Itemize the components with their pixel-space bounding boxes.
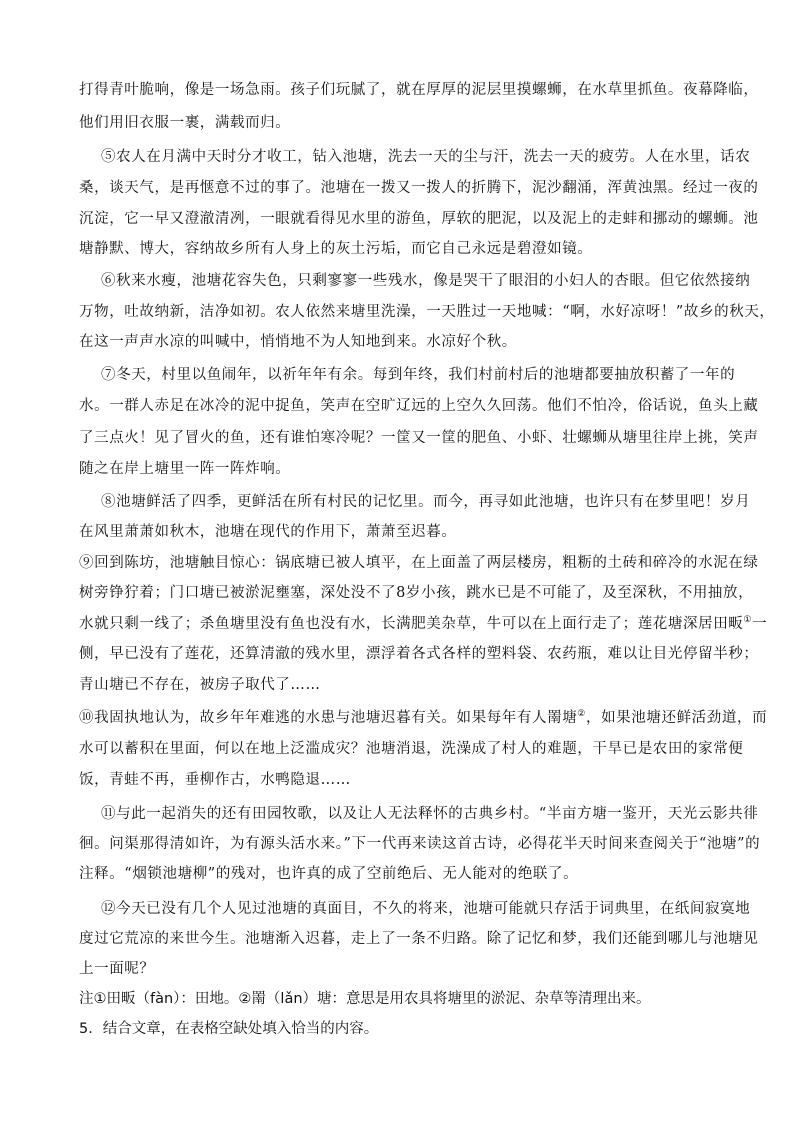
paragraph-10-line-3: 饭，青蛙不再，垂柳作古，水鸭隐退……: [79, 772, 351, 788]
paragraph-6-line-3: 在这一声声水凉的叫喊中，悄悄地不为人知地到来。水凉好个秋。: [79, 334, 517, 350]
paragraph-9-line-2: 树旁铮狞着；门口塘已被淤泥壅塞，深处没不了8岁小孩，跳水已是不可能了，及至深秋，不用抽放，: [79, 585, 754, 601]
paragraph-11-line-1: ⑪与此一起消失的还有田园牧歌，以及让人无法释怀的古典乡村。“半亩方塘一鉴开，天光云影共徘: [101, 806, 759, 822]
paragraph-7-line-3: 了三点火！见了冒火的鱼，还有谁怕寒冷呢？一筐又一筐的肥鱼、小虾、壮螺蛳从塘里往岸上挑，笑声: [79, 430, 759, 446]
paragraph-8-line-2: 在风里萧萧如秋木，池塘在现代的作用下，萧萧至迟暮。: [79, 524, 457, 540]
paragraph-7-line-2: 水。一群人赤足在冰冷的泥中捉鱼，笑声在空旷辽远的上空久久回荡。他们不怕冷，俗话说，鱼头上藏: [79, 398, 759, 414]
paragraph-12-line-1: ⑫今天已没有几个人见过池塘的真面目，不久的将来，池塘可能就只存活于词典里，在纸间寂寞地: [101, 901, 751, 917]
footnote-marker-1: ①: [743, 615, 753, 626]
paragraph-6-line-2: 万物，吐故纳新，洁净如初。农人依然来塘里洗澡，一天胜过一天地喊：“啊，水好凉呀！”故乡的秋天，: [79, 304, 775, 320]
paragraph-12-line-2: 度过它荒凉的来世今生。池塘渐入迟暮，走上了一条不归路。除了记忆和梦，我们还能到哪儿与池塘见: [79, 931, 759, 947]
paragraph-10-line-2: 水可以蓄积在里面，何以在地上泛滥成灾？池塘消退，洗澡成了村人的难题，干旱已是农田的家常便: [79, 741, 744, 757]
paragraph-9-line-1: ⑨回到陈坊，池塘触目惊心：锅底塘已被人填平，在上面盖了两层楼房，粗粝的土砖和碎冷的水泥在绿: [79, 555, 759, 571]
paragraph-9-line-5: 青山塘已不存在，被房子取代了……: [79, 677, 321, 693]
paragraph-5-line-2: 桑，谈天气，是再惬意不过的事了。池塘在一拨又一拨人的折腾下，泥沙翻涌，浑黄浊黑。经过一夜的: [79, 180, 759, 196]
paragraph-7-line-4: 随之在岸上塘里一阵一阵炸响。: [79, 461, 291, 477]
paragraph-10-line-1-tail: ，如果池塘还鲜活劲道，而: [585, 710, 768, 726]
paragraph-4-line-2: 他们用旧衣服一裹，满载而归。: [79, 115, 291, 131]
paragraph-11-line-2: 徊。问渠那得清如许，为有源头活水来。”下一代再来读这首古诗，必得花半天时间来查阅关于“池塘”的: [79, 836, 761, 852]
paragraph-5-line-1: ⑤农人在月满中天时分才收工，钻入池塘，洗去一天的尘与汗，洗去一天的疲劳。人在水里，话农: [101, 149, 751, 165]
paragraph-10-line-1-text: ⑩我固执地认为，故乡年年难逃的水患与池塘迟暮有关。如果每年有人罱塘: [79, 710, 578, 726]
paragraph-8-line-1: ⑧池塘鲜活了四季，更鲜活在所有村民的记忆里。而今，再寻如此池塘，也许只有在梦里吧！岁月: [101, 494, 751, 510]
question-5: 5．结合文章，在表格空缺处填入恰当的内容。: [79, 1021, 379, 1037]
paragraph-9-line-3: [79, 614, 768, 634]
paragraph-6-line-1: ⑥秋来水瘦，池塘花容失色，只剩寥寥一些残水，像是哭干了眼泪的小妇人的杏眼。但它依然接纳: [101, 273, 751, 289]
paragraph-10-line-1: [79, 708, 768, 728]
paragraph-9-line-3-tail: 一: [752, 616, 768, 632]
paragraph-9-line-4: 侧，早已没有了莲花，还算清澈的残水里，漂浮着各式各样的塑料袋、农药瓶，难以让目光停留半秒；: [79, 646, 759, 662]
paragraph-9-line-3-text: 水就只剩一线了；杀鱼塘里没有鱼也没有水，长满肥美杂草，牛可以在上面行走了；莲花塘深居田畈: [79, 616, 744, 632]
footnote-marker-2: ②: [577, 709, 586, 720]
paragraph-7-line-1: ⑦冬天，村里以鱼闹年，以祈年年有余。每到年终，我们村前村后的池塘都要抽放积蓄了一年的: [101, 367, 736, 383]
paragraph-5-line-4: 塘静默、博大，容纳故乡所有人身上的灰土污垢，而它自己永远是碧澄如镜。: [79, 241, 593, 257]
paragraph-4-line-1: 打得青叶脆响，像是一场急雨。孩子们玩腻了，就在厚厚的泥层里摸螺蛳，在水草里抓鱼。夜幕降临，: [79, 82, 759, 98]
paragraph-5-line-3: 沉淀，它一早又澄澈清冽，一眼就看得见水里的游鱼，厚软的肥泥，以及泥上的走蚌和挪动的螺蛳。池: [79, 211, 759, 227]
footnote: 注①田畈（fàn）：田地。②罱（lǎn）塘：意思是用农具将塘里的淤泥、杂草等清理出来。: [79, 991, 651, 1007]
paragraph-11-line-3: 注释。“烟锁池塘柳”的残对，也许真的成了空前绝后、无人能对的绝联了。: [79, 866, 579, 882]
paragraph-12-line-3: 上一面呢？: [79, 961, 155, 977]
